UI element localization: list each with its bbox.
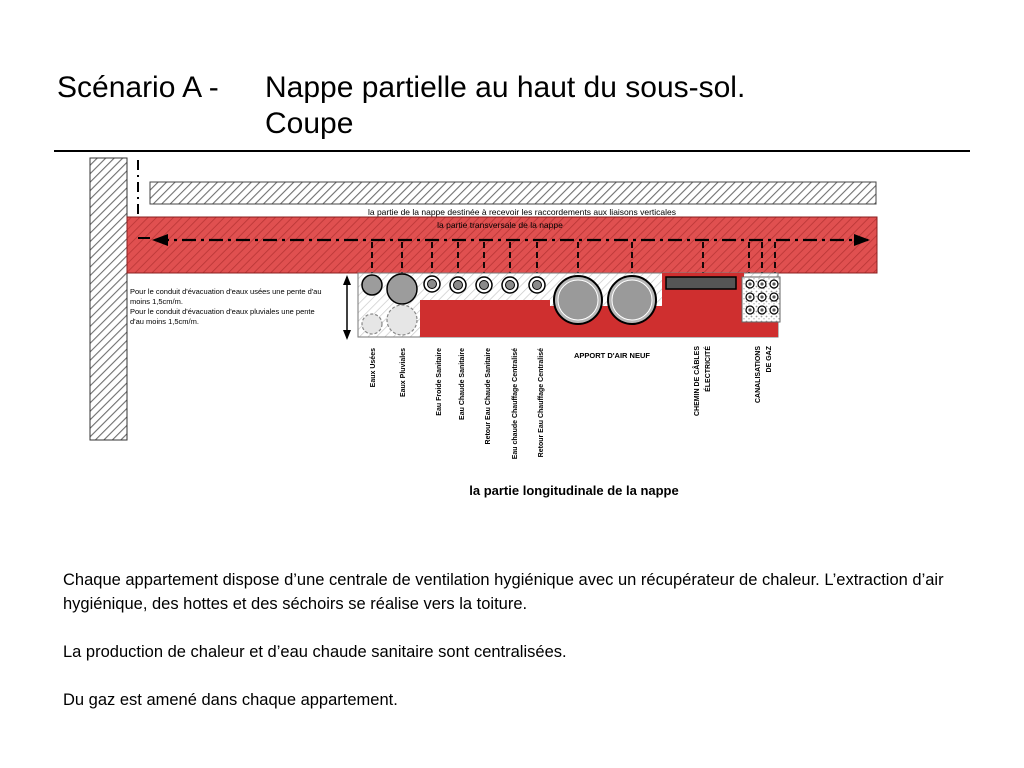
wall-section	[90, 158, 127, 440]
label-gaz-line1: CANALISATIONS	[755, 346, 762, 404]
paragraph-ventilation: Chaque appartement dispose d’une centrale de ventilation hygiénique avec un récupérateur de chaleur. L’extraction d’air hygiénique, des hottes et des séchoirs se réalise vers la toiture.	[63, 571, 944, 613]
label-cables-line2: ÉLECTRICITÉ	[705, 346, 712, 392]
label-retour-eau-chaude: Retour Eau Chaude Sanitaire	[485, 348, 492, 445]
slide-title-prefix: Scénario A -	[57, 71, 219, 104]
slope-note-line2: moins 1,5cm/m.	[130, 297, 183, 306]
label-air-neuf: APPORT D'AIR NEUF	[574, 351, 650, 360]
cable-tray	[666, 277, 736, 289]
top-band	[150, 182, 876, 204]
top-band-label: la partie de la nappe destinée à recevoir les raccordements aux liaisons verticales	[367, 207, 677, 217]
pipe-eaux-pluviales-slope	[387, 305, 417, 335]
transverse-label: la partie transversale de la nappe	[437, 220, 563, 230]
pipe-eaux-usees	[362, 275, 382, 295]
label-gaz-line2: DE GAZ	[766, 346, 773, 373]
description	[63, 568, 963, 736]
gas-label	[755, 345, 773, 403]
pipe-eaux-pluviales	[387, 274, 417, 304]
paragraph-heating: La production de chaleur et d’eau chaude sanitaire sont centralisées.	[63, 643, 567, 661]
slide-title-line2: Coupe	[265, 107, 354, 140]
slope-note-line3: Pour le conduit d'évacuation d'eaux pluviales une pente	[130, 307, 315, 316]
pipe-labels	[370, 348, 545, 459]
label-chauffage-aller: Eau chaude Chauffage Centralisé	[512, 348, 519, 460]
label-eau-froide: Eau Froide Sanitaire	[436, 348, 443, 416]
cable-label	[692, 346, 712, 416]
label-eaux-pluviales: Eaux Pluviales	[400, 348, 407, 398]
slope-note-line4: d'au moins 1,5cm/m.	[130, 317, 199, 326]
slope-note-line1: Pour le conduit d'évacuation d'eaux usées une pente d'au	[130, 287, 322, 296]
label-eau-chaude: Eau Chaude Sanitaire	[459, 348, 466, 420]
longitudinal-label: la partie longitudinale de la nappe	[469, 483, 679, 498]
label-chauffage-retour: Retour Eau Chauffage Centralisé	[538, 348, 545, 458]
red-fill-d	[740, 322, 778, 337]
slide-title-line1: Nappe partielle au haut du sous-sol.	[265, 71, 746, 104]
pipe-eaux-usees-slope	[362, 314, 382, 334]
label-eaux-usees: Eaux Usées	[370, 348, 377, 388]
slope-note	[130, 287, 324, 326]
red-fill-a	[420, 300, 550, 337]
label-cables-line1: CHEMIN DE CÂBLES	[694, 346, 701, 417]
paragraph-gas: Du gaz est amené dans chaque appartement.	[63, 691, 398, 709]
